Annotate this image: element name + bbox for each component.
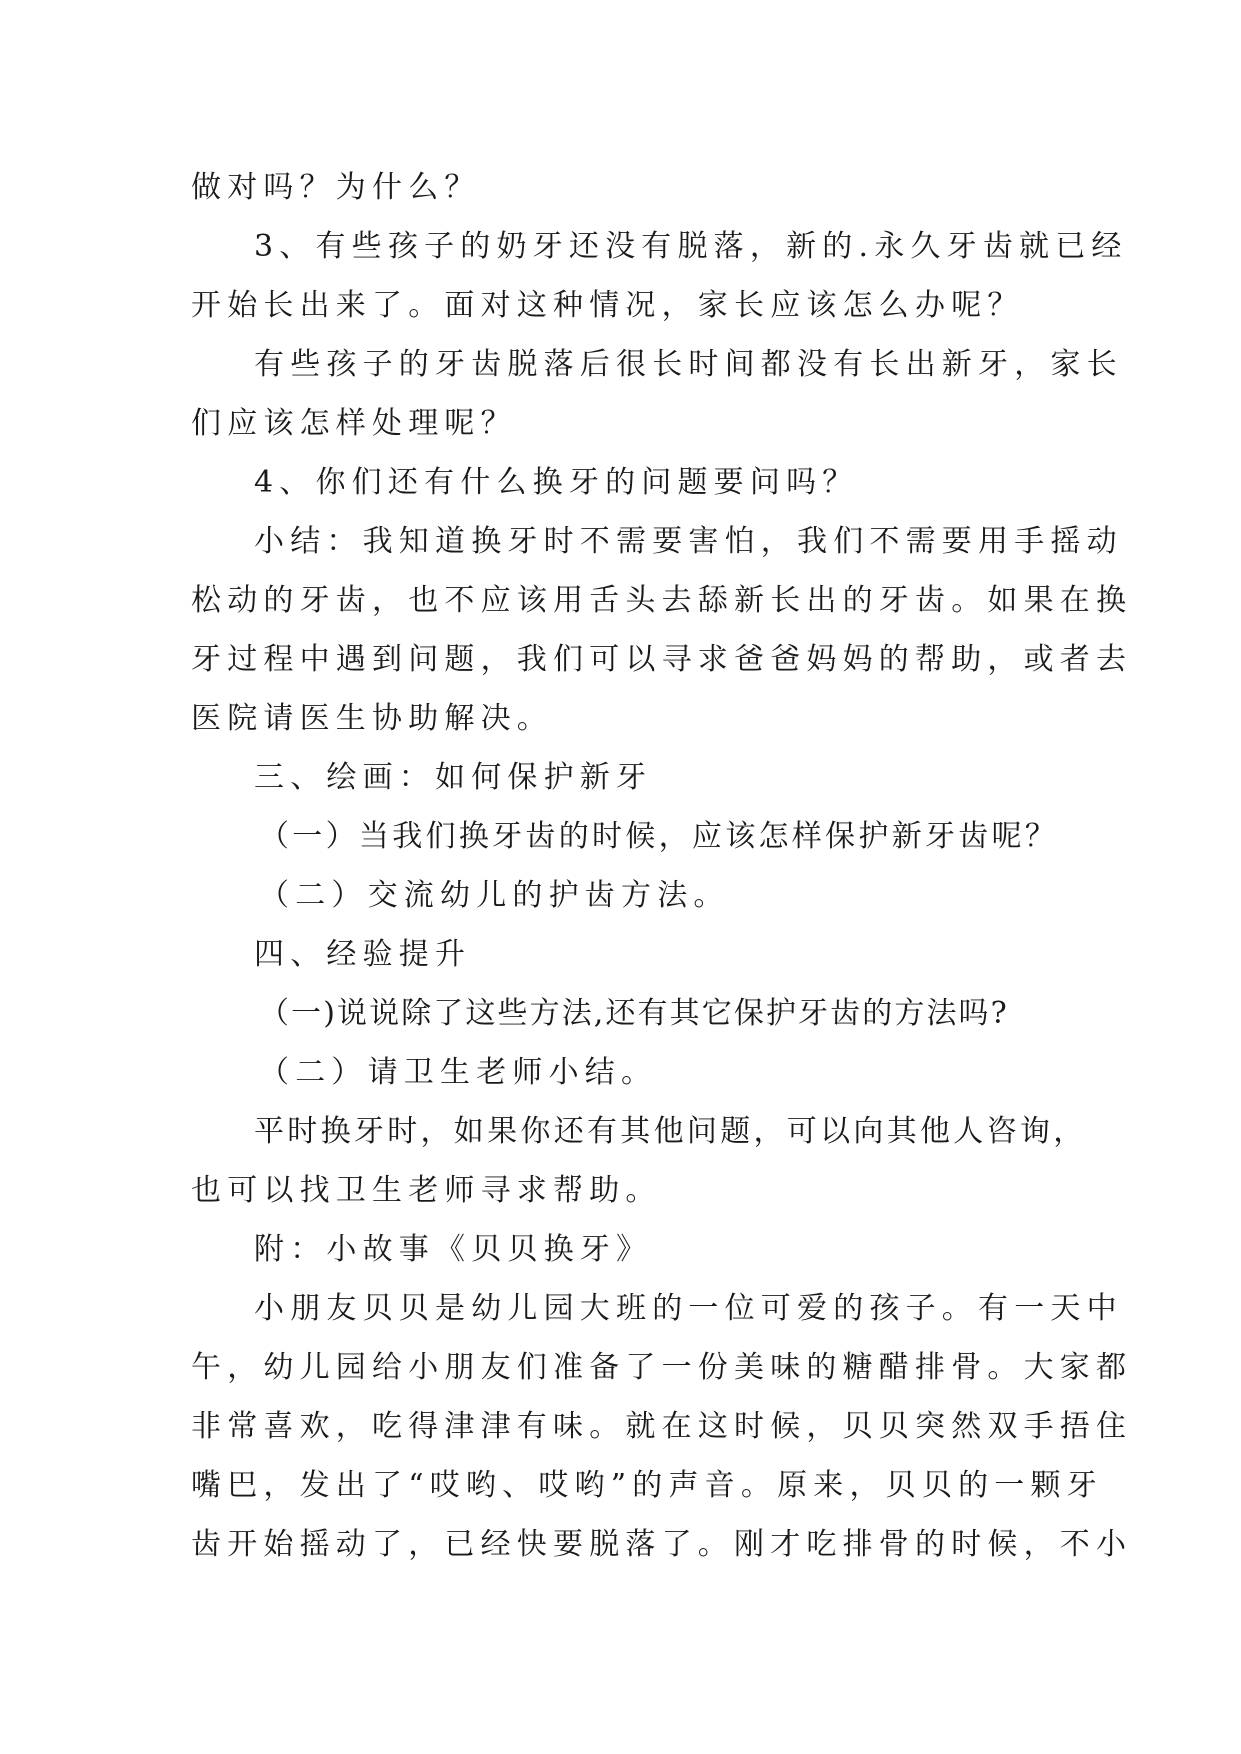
sub-item-line: （一）当我们换牙齿的时候，应该怎样保护新牙齿呢？ (259, 819, 1059, 854)
summary-line: 小结：我知道换牙时不需要害怕，我们不需要用手摇动 (254, 524, 1123, 559)
story-line: 齿开始摇动了，已经快要脱落了。刚才吃排骨的时候，不小 (191, 1527, 1133, 1562)
document-body (191, 158, 1133, 1574)
paragraph-line: 有些孩子的牙齿脱落后很长时间都没有长出新牙，家长 (254, 347, 1123, 382)
sub-item-line: （一)说说除了这些方法,还有其它保护牙齿的方法吗? (259, 996, 1009, 1031)
paragraph-line: 牙过程中遇到问题，我们可以寻求爸爸妈妈的帮助，或者去 (191, 642, 1133, 677)
paragraph-line: 做对吗？为什么？ (191, 170, 481, 205)
question-4-line: 4、你们还有什么换牙的问题要问吗？ (254, 465, 859, 500)
paragraph-line: 医院请医生协助解决。 (191, 701, 553, 736)
paragraph-line: 也可以找卫生老师寻求帮助。 (191, 1173, 662, 1208)
sub-item-line: （二）交流幼儿的护齿方法。 (259, 878, 730, 913)
story-line: 午，幼儿园给小朋友们准备了一份美味的糖醋排骨。大家都 (191, 1350, 1133, 1385)
section-heading-4: 四、经验提升 (254, 937, 472, 972)
paragraph-line: 开始长出来了。面对这种情况，家长应该怎么办呢？ (191, 288, 1024, 323)
story-line: 非常喜欢，吃得津津有味。就在这时候，贝贝突然双手捂住 (191, 1409, 1133, 1444)
sub-item-line: （二）请卫生老师小结。 (259, 1055, 658, 1090)
story-line: 嘴巴，发出了“哎哟、哎哟”的声音。原来，贝贝的一颗牙 (191, 1468, 1103, 1503)
paragraph-line: 松动的牙齿，也不应该用舌头去舔新长出的牙齿。如果在换 (191, 583, 1133, 618)
paragraph-line: 们应该怎样处理呢？ (191, 406, 517, 441)
appendix-heading: 附：小故事《贝贝换牙》 (254, 1232, 653, 1267)
section-heading-3: 三、绘画：如何保护新牙 (254, 760, 653, 795)
paragraph-line: 平时换牙时，如果你还有其他问题，可以向其他人咨询， (254, 1114, 1087, 1149)
story-line: 小朋友贝贝是幼儿园大班的一位可爱的孩子。有一天中 (254, 1291, 1123, 1326)
question-3-line: 3、有些孩子的奶牙还没有脱落，新的.永久牙齿就已经 (254, 229, 1128, 264)
